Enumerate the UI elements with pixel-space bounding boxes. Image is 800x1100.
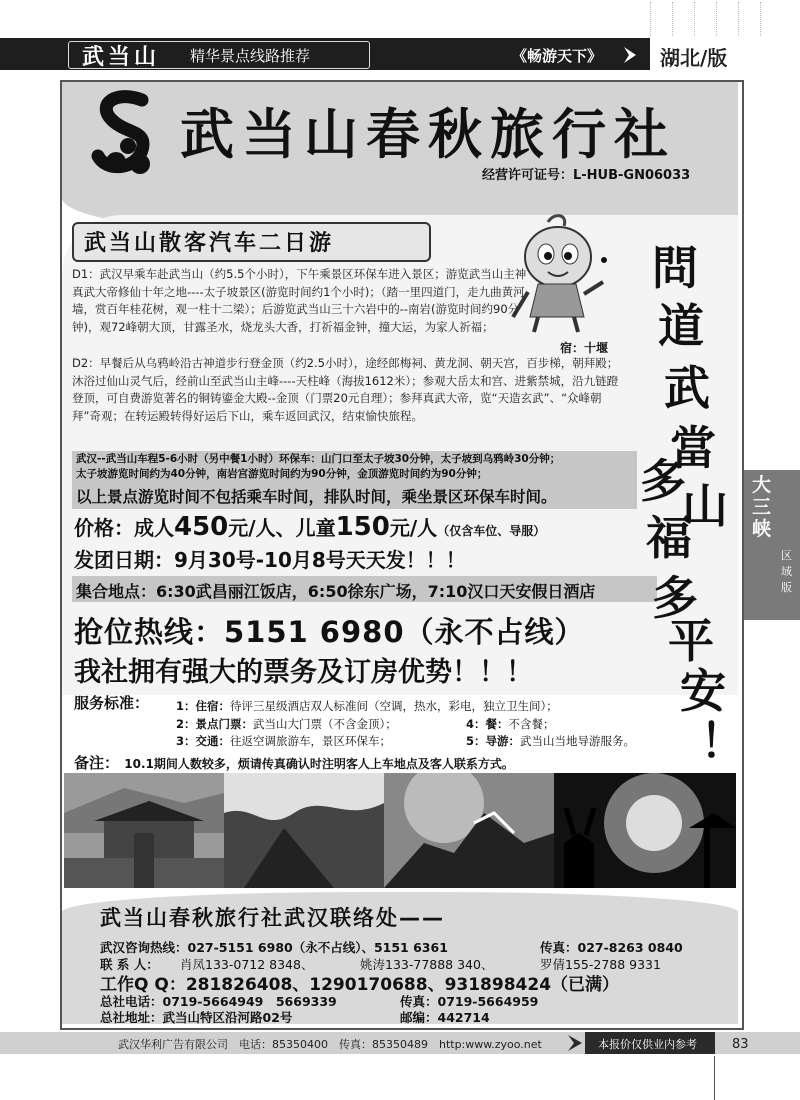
chevron-right-icon [622,45,638,65]
consult-hotline: 武汉咨询热线：027-5151 6980（永不占线）、5151 6361 [100,940,448,955]
service-item-5: 5：导游：武当山当地导游服务。 [466,734,636,748]
contact-person-3: 罗倩155-2788 9331 [540,957,661,972]
photo-temple [64,773,224,888]
slogan-char-5: 山 [682,479,728,533]
slogan-char-6: 多 [640,454,686,508]
work-qq: 工作Q Q：281826408、1290170688、931898424（已满） [100,975,620,995]
photo-summit [384,773,554,888]
postcode: 邮编：442714 [400,1010,490,1025]
itinerary-day2: D2：早餐后从乌鸦岭沿古神道步行登金顶（约2.5小时），途经郎梅祠、黄龙洞、朝天宫，百步梯，朝拜殿；沐浴过仙山灵气后，经前山至武当山主峰----天柱峰（海拔1612米）；参观大岳太和宫、进紫禁城，沿九链蹬登顶，可自费游览著名的铜铸鎏金大殿--金顶（门票20元自理）；参拜真武大帝，览“天造玄武”、“众峰朝拜”奇观；在转运殿转得好运后下山，乘车返回武汉，结束愉快旅程。 [72,356,619,423]
service-item-3: 3：交通：往返空调旅游车，景区环保车； [176,734,392,748]
meeting-points: 集合地点：6:30武昌丽江饭店，6:50徐东广场，7:10汉口天安假日酒店 [76,582,596,601]
price-mid: 元/人、儿童 [228,516,336,540]
side-tab-subtitle: 区域版 [781,549,792,594]
tour-title: 武当山散客汽车二日游 [84,230,335,256]
notes-line2: 太子坡游览时间约为40分钟，南岩宫游览时间约为90分钟，金顶游览时间约为90分钟； [76,468,488,480]
service-item-1: 1：住宿：待评三星级酒店双人标准间（空调，热水，彩电，独立卫生间）； [176,699,558,713]
hq-fax: 传真：0719-5664959 [400,994,539,1009]
header-logo: 武当山 [82,44,161,70]
slogan-char-4: 當 [670,421,716,475]
price-note: （仅含车位、导服） [437,524,546,538]
fax: 传真：027-8263 0840 [540,940,683,955]
price-line [74,512,545,542]
company-logo-icon [86,90,166,182]
service-label: 服务标准： [74,694,150,712]
slogan-char-8: 多 [652,571,698,625]
photo-sunset [554,773,736,888]
booking-hotline: 抢位热线：5151 6980（永不占线） [74,615,585,649]
side-tab-title: 大三峡 [752,474,772,540]
slogan-char-7: 福 [646,511,692,565]
contact-title: 武当山春秋旅行社武汉联络处—— [100,906,445,930]
photo-mountain [224,773,384,888]
slogan-char-2: 道 [658,299,704,353]
ticket-advantage: 我社拥有强大的票务及订房优势！！！ [74,657,533,688]
itinerary-day1: D1：武汉早乘车赴武当山（约5.5个小时），下午乘景区环保车进入景区；游览武当山主神真武大帝修仙十年之地----太子坡景区(游览时间约1个小时)；（踏一里四道门，走九曲黄河墙，赏百年桂花树，观一柱十二梁）；后游览武当山三十六岩中的--南岩(游览时间约90分钟)，观72峰朝大顶，甘露圣水，烧龙头大香，打祈福金钟，撞大运，为家人祈福； [72,267,527,334]
slogan-char-11: ！ [700,714,746,768]
remark: 备注： 10.1期间人数较多，烦请传真确认时注明客人上车地点及客人联系方式。 [74,754,514,772]
hq-address: 总社地址：武当山特区沿河路02号 [100,1010,293,1025]
footer-agency: 武汉华利广告有限公司 电话：85350400 传真：85350489 http:www.zyoo.net [118,1038,542,1051]
service-item-4: 4：餐：不含餐； [466,717,555,731]
departure-dates: 发团日期：9月30号-10月8号天天发！！！ [74,548,466,572]
page-number: 83 [732,1037,749,1052]
header-subtitle: 精华景点线路推荐 [190,47,311,65]
company-name: 武当山春秋旅行社 [180,102,676,166]
slogan-char-10: 安 [680,664,726,718]
magazine-name: 《畅游天下》 [512,47,603,65]
footer-note: 本报价仅供业内参考 [598,1038,697,1051]
price-child: 150 [335,512,390,542]
slogan-char-1: 問 [652,241,698,295]
price-adult: 450 [174,512,229,542]
region-label: 湖北/版 [660,46,728,70]
contact-person-2: 姚涛133-77888 340、 [360,957,494,972]
slogan-char-3: 武 [664,361,710,415]
footer-divider [714,1056,715,1100]
slogan-char-9: 平 [668,614,714,668]
day1-accommodation: 宿：十堰 [560,341,609,355]
license-number: 经营许可证号：L-HUB-GN06033 [482,168,691,183]
price-unit: 元/人 [389,516,438,540]
hq-phone: 总社电话：0719-5664949 5669339 [100,994,337,1009]
contact-people-label: 联 系 人： [100,957,159,972]
notes-disclaimer: 以上景点游览时间不包括乘车时间，排队时间，乘坐景区环保车时间。 [76,488,557,506]
notes-line1: 武汉--武当山车程5-6小时（另中餐1小时）环保车：山门口至太子坡30分钟，太子坡到乌鸦岭30分钟； [76,453,561,465]
contact-person-1: 肖凤133-0712 8348、 [180,957,314,972]
price-label: 价格：成人 [74,516,174,540]
service-item-2: 2：景点门票：武当山大门票（不含金顶）； [176,717,397,731]
travel-time-notes [76,452,636,482]
chevron-right-icon [566,1034,586,1052]
